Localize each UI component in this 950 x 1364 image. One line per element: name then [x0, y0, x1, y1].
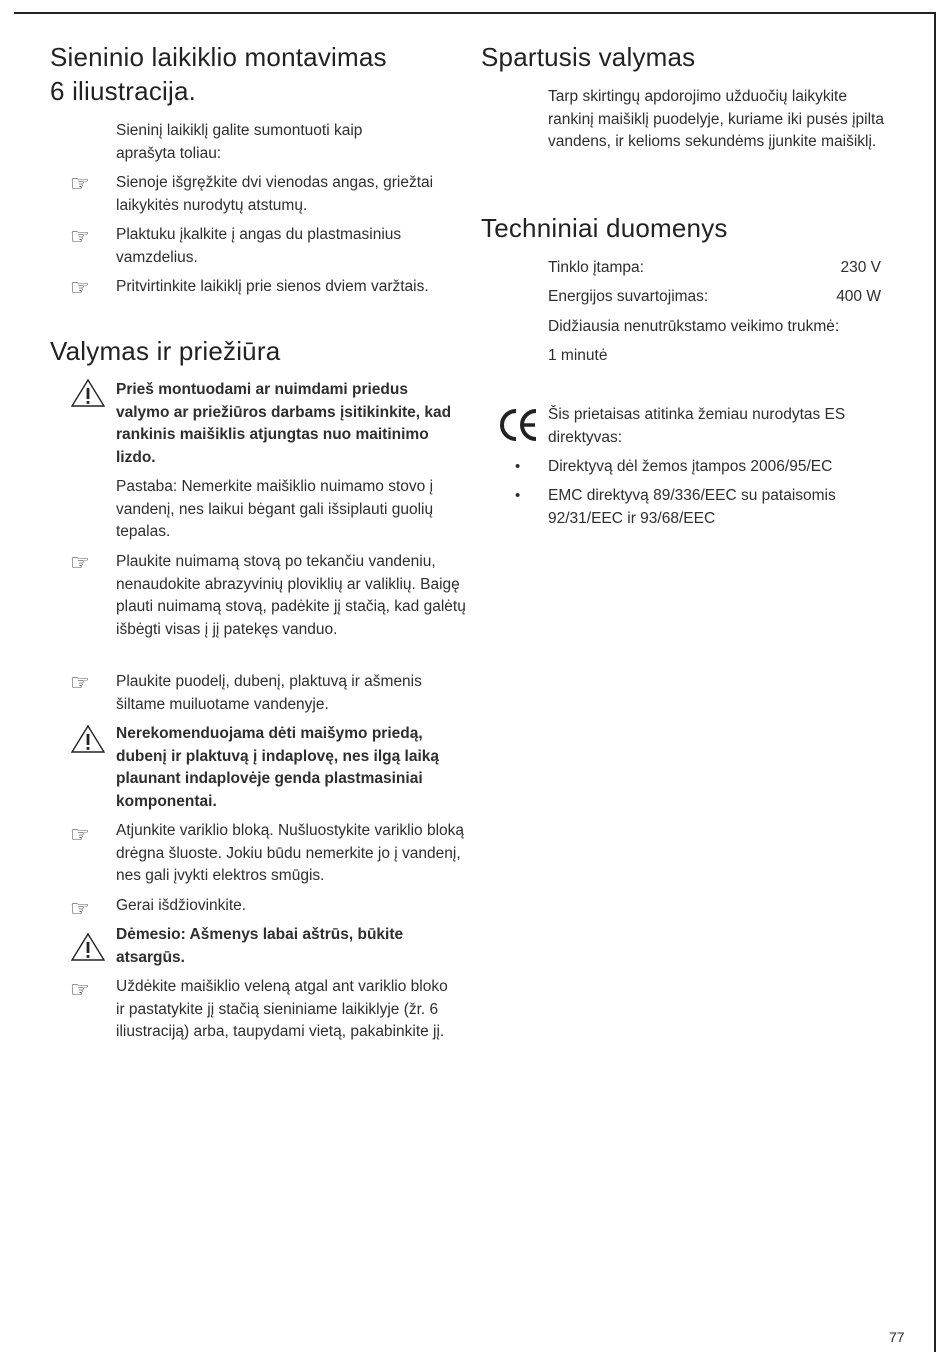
warning-dishwasher: Nerekomenduojama dėti maišymo priedą, dubenį ir plaktuvą į indaplovę, nes ilgą laiką plaunant indaplovėje genda plastmasiniai komponentai. [116, 725, 440, 810]
heading-technical-data: Techniniai duomenys [481, 213, 728, 243]
warning-triangle-icon [70, 932, 106, 962]
ce-compliance-text: Šis prietaisas atitinka žemiau nurodytas ES direktyvas: [548, 406, 846, 446]
clean-step-dry: Gerai išdžiovinkite. [116, 897, 247, 914]
spec-value: 230 V [840, 259, 881, 276]
warning-triangle-icon [70, 724, 106, 754]
heading-wall-mount: Sieninio laikiklio montavimas 6 iliustracija. [50, 42, 387, 106]
quick-clean-text: Tarp skirtingų apdorojimo užduočių laikykite rankinį maišiklį puodelyje, kuriame iki pusės įpilta vandens, ir kelioms sekundėms įjunkite maišiklį. [548, 88, 884, 151]
clean-step-reassemble: Uždėkite maišiklio veleną atgal ant variklio bloko ir pastatykite jį stačią sieniniame laikiklyje (žr. 6 iliustraciją) arba, taupydami vietą, pakabinkite jį. [116, 978, 448, 1041]
spec-label: Tinklo įtampa: [548, 259, 644, 276]
spec-duration-label: Didžiausia nenutrūkstamo veikimo trukmė: [548, 318, 840, 335]
page-number: 77 [889, 1329, 905, 1345]
page-frame-right [934, 12, 936, 1352]
page-frame-top [14, 12, 936, 14]
warning-disconnect: Prieš montuodami ar nuimdami priedus valymo ar priežiūros darbams įsitikinkite, kad rankinis maišiklis atjungtas nuo maitinimo lizdo. [116, 381, 452, 466]
spec-label: Energijos suvartojimas: [548, 288, 709, 305]
pointing-hand-icon: ☞ [70, 670, 90, 695]
heading-cleaning: Valymas ir priežiūra [50, 336, 281, 366]
warning-blades: Dėmesio: Ašmenys labai aštrūs, būkite atsargūs. [116, 926, 404, 966]
mount-step-1: Sienoje išgręžkite dvi vienodas angas, griežtai laikykitės nurodytų atstumų. [116, 174, 434, 214]
directive-item: EMC direktyvą 89/336/EEC su pataisomis 92/31/EEC ir 93/68/EEC [548, 487, 836, 527]
bullet: • [515, 487, 521, 504]
pointing-hand-icon: ☞ [70, 896, 90, 921]
clean-step-parts: Plaukite puodelį, dubenį, plaktuvą ir ašmenis šiltame muiluotame vandenyje. [116, 673, 422, 713]
spec-duration-value: 1 minutė [548, 347, 608, 364]
clean-step-stand: Plaukite nuimamą stovą po tekančiu vandeniu, nenaudokite abrazyvinių ploviklių ar valiklių. Baigę plauti nuimamą stovą, padėkite jį stačią, kad galėtų išbėgti visas į jį patekęs vanduo. [116, 553, 466, 638]
pointing-hand-icon: ☞ [70, 822, 90, 847]
bullet: • [515, 458, 521, 475]
mount-intro: Sieninį laikiklį galite sumontuoti kaip aprašyta toliau: [116, 122, 363, 162]
spec-power [548, 286, 881, 308]
mount-step-2: Plaktuku įkalkite į angas du plastmasinius vamzdelius. [116, 226, 402, 266]
spec-value: 400 W [836, 288, 881, 305]
mount-step-3: Pritvirtinkite laikiklį prie sienos dviem varžtais. [116, 278, 429, 295]
pointing-hand-icon: ☞ [70, 550, 90, 575]
clean-step-motor: Atjunkite variklio bloką. Nušluostykite variklio bloką drėgna šluoste. Jokiu būdu nemerkite jo į vandenį, nes gali įvykti elektros smūgis. [116, 822, 465, 885]
ce-mark-icon [497, 406, 539, 444]
spec-voltage [548, 257, 881, 279]
note-stand: Pastaba: Nemerkite maišiklio nuimamo stovo į vandenį, nes laikui bėgant gali išsiplauti guolių tepalas. [116, 478, 434, 541]
pointing-hand-icon: ☞ [70, 171, 90, 196]
pointing-hand-icon: ☞ [70, 224, 90, 249]
heading-quick-clean: Spartusis valymas [481, 42, 696, 72]
directive-item: Direktyvą dėl žemos įtampos 2006/95/EC [548, 458, 833, 475]
pointing-hand-icon: ☞ [70, 977, 90, 1002]
warning-triangle-icon [70, 378, 106, 408]
pointing-hand-icon: ☞ [70, 275, 90, 300]
